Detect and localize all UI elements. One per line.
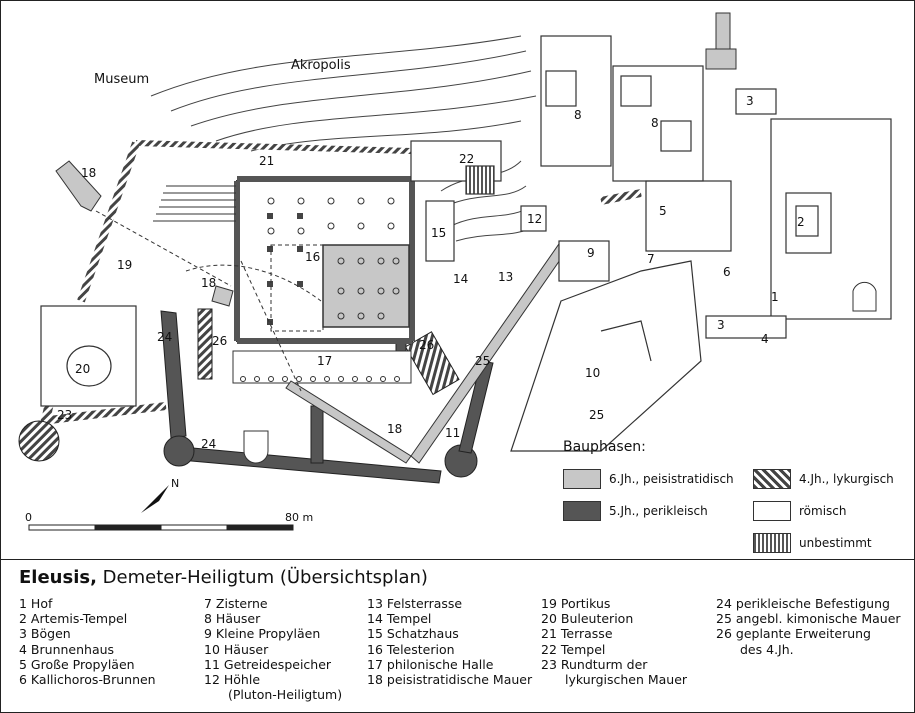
key-item: 20 Buleuterion [541,611,634,627]
legend-label: unbestimmt [799,536,872,550]
marker-18b: 18 [201,276,217,290]
legend-item-roman [753,501,847,521]
marker-6: 6 [723,265,731,279]
key-column-1 [19,596,156,687]
swatch-peisistratid [563,469,601,489]
key-item: 14 Tempel [367,611,432,627]
key-column-4 [541,596,687,687]
label-akropolis: Akropolis [291,58,351,73]
marker-18a: 18 [81,166,97,180]
title-subject: Demeter-Heiligtum (Übersichtsplan) [96,567,428,588]
key-item: 10 Häuser [204,641,269,657]
marker-15: 15 [431,226,447,240]
key-item: 6 Kallichoros-Brunnen [19,672,156,688]
key-item: 2 Artemis-Tempel [19,611,128,627]
key-item: 26 geplante Erweiterung [716,626,871,642]
marker-23: 23 [57,408,73,422]
key-column-2 [204,596,342,702]
key-item: 24 perikleische Befestigung [716,596,890,611]
marker-8a: 8 [574,108,582,122]
legend-label: römisch [799,504,847,518]
key-column-3 [367,596,532,687]
label-museum: Museum [94,72,150,87]
legend-title: Bauphasen: [563,439,646,455]
legend-label: 5.Jh., perikleisch [609,504,708,518]
north-label: N [171,477,180,490]
marker-18c: 18 [387,422,403,436]
marker-16: 16 [305,250,321,264]
marker-22: 22 [459,152,475,166]
key-item: (Pluton-Heiligtum) [228,687,343,703]
key-item: 21 Terrasse [541,626,613,642]
scale-bar [25,511,313,530]
telesterion [153,179,413,341]
key-item: 18 peisistratidische Mauer [367,672,533,688]
key-item: 15 Schatzhaus [367,626,459,642]
scale-start: 0 [25,511,32,524]
key-item: 12 Höhle [204,672,261,688]
marker-7: 7 [647,252,655,266]
key-item: 23 Rundturm der [541,656,648,672]
key-item: 8 Häuser [204,611,261,627]
key-item: 9 Kleine Propyläen [204,626,321,642]
marker-9: 9 [587,246,595,260]
marker-2: 2 [797,215,805,229]
key-column-5 [716,596,901,657]
legend-item-undetermined [753,533,872,553]
key-item: 25 angebl. kimonische Mauer [716,611,901,627]
marker-12: 12 [527,212,543,226]
marker-24b: 24 [201,437,217,451]
key-item: 5 Große Propyläen [19,656,135,672]
marker-3a: 3 [746,94,754,108]
key-item: 13 Felsterrasse [367,596,463,611]
marker-14: 14 [453,272,469,286]
marker-19: 19 [117,258,133,272]
key-item: 4 Brunnenhaus [19,641,115,657]
key-item: 22 Tempel [541,641,606,657]
key-item: 1 Hof [19,596,53,611]
marker-25b: 25 [589,408,605,422]
scale-end: 80 m [285,511,314,524]
swatch-roman [753,501,791,521]
key-item: 7 Zisterne [204,596,268,611]
marker-21: 21 [259,154,275,168]
legend-label: 6.Jh., peisistratidisch [609,472,734,486]
legend-item-4jh [753,469,894,489]
caption-divider [1,559,914,560]
key-item: 16 Telesterion [367,641,455,657]
key-item: 17 philonische Halle [367,656,494,672]
marker-26a: 26 [212,334,228,348]
apse [244,431,268,463]
title-place: Eleusis, [19,567,97,588]
marker-25a: 25 [475,354,491,368]
marker-1: 1 [771,290,779,304]
key-item: 11 Getreidespeicher [204,656,332,672]
marker-17: 17 [317,354,333,368]
marker-24a: 24 [157,330,173,344]
swatch-periklean [563,501,601,521]
marker-13: 13 [498,270,514,284]
marker-20: 20 [75,362,91,376]
key-item: 3 Bögen [19,626,71,642]
swatch-undetermined [753,533,791,553]
key-item: 19 Portikus [541,596,611,611]
marker-3b: 3 [717,318,725,332]
marker-8b: 8 [651,116,659,130]
marker-4: 4 [761,332,769,346]
legend-item-6jh [563,469,734,489]
marker-10: 10 [585,366,601,380]
marker-5: 5 [659,204,667,218]
legend-label: 4.Jh., lykurgisch [799,472,894,486]
key-item: lykurgischen Mauer [565,672,688,688]
legend-item-5jh [563,501,708,521]
marker-11: 11 [445,426,461,440]
apse-2 [853,282,876,311]
marker-26b: 26 [419,338,435,352]
key-item: des 4.Jh. [740,641,794,657]
north-arrow [141,477,179,513]
swatch-lykurgian [753,469,791,489]
caption-title [19,567,428,588]
